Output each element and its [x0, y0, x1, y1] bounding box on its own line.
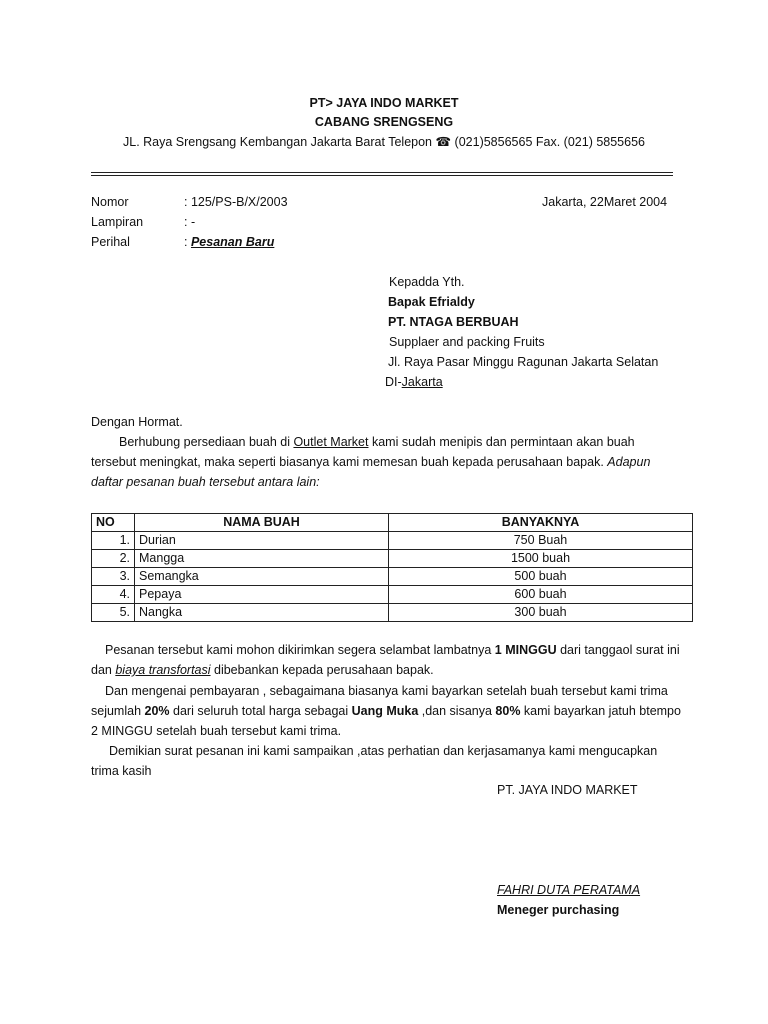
- lampiran-value: : -: [184, 215, 196, 229]
- address-text: JL. Raya Srengsang Kembangan Jakarta Barat Telepon: [123, 135, 432, 149]
- header-qty: BANYAKNYA: [389, 514, 693, 532]
- perihal-colon: :: [184, 235, 188, 249]
- p2-text-a: Pesanan tersebut kami mohon dikirimkan segera selambat lambatnya: [105, 643, 495, 657]
- row-name: Pepaya: [135, 586, 389, 604]
- row-name: Mangga: [135, 550, 389, 568]
- p1-outlet-market: Outlet Market: [293, 435, 369, 449]
- nomor-label: Nomor: [91, 195, 129, 209]
- table-row: [92, 550, 693, 568]
- p3-text-d: kami bayarkan jatuh btempo 2 MINGGU setelah buah tersebut kami trima.: [91, 704, 681, 738]
- telephone-icon: ☎: [435, 135, 452, 149]
- city-prefix: DI-: [385, 375, 402, 389]
- p2-text-b: dari tanggaol surat ini dan: [91, 643, 680, 677]
- signer-position: Meneger purchasing: [497, 903, 620, 917]
- p3-remaining-percent: 80%: [495, 704, 521, 718]
- header-no: NO: [92, 514, 135, 532]
- perihal-subject: Pesanan Baru: [190, 235, 275, 249]
- lampiran-label: Lampiran: [91, 215, 144, 229]
- row-no: 5.: [92, 604, 135, 622]
- p3-text-a: Dan mengenai pembayaran , sebagaimana biasanya kami bayarkan setelah buah tersebut kami trima sejumlah: [91, 684, 668, 718]
- p3-text-c: ,dan sisanya: [418, 704, 496, 718]
- p3-down-payment: Uang Muka: [351, 704, 419, 718]
- recipient-business: Supplaer and packing Fruits: [389, 335, 545, 349]
- table-row: [92, 586, 693, 604]
- letterhead-address: [0, 134, 768, 150]
- letterhead-divider-bottom: [91, 175, 673, 176]
- body-paragraph-1: [91, 432, 681, 492]
- letterhead-branch: CABANG SRENGSENG: [314, 115, 454, 129]
- p2-transport-cost: biaya transfortasi: [115, 663, 211, 677]
- signer-name: FAHRI DUTA PERATAMA: [497, 883, 641, 897]
- perihal-value: [184, 234, 274, 250]
- p1-text-b: kami sudah menipis dan permintaan akan buah tersebut meningkat, maka seperti biasanya kami memesan buah kepada perusahaan bapak.: [91, 435, 635, 469]
- p1-italic: Adapun daftar pesanan buah tersebut antara lain:: [91, 455, 651, 489]
- header-name: NAMA BUAH: [135, 514, 389, 532]
- row-name: Durian: [135, 532, 389, 550]
- p2-text-c: dibebankan kepada perusahaan bapak.: [210, 663, 434, 677]
- sender-company: PT. JAYA INDO MARKET: [497, 783, 638, 797]
- salutation: Dengan Hormat.: [91, 415, 183, 429]
- city-name: Jakarta: [401, 375, 443, 389]
- recipient-city: [385, 374, 443, 390]
- row-no: 3.: [92, 568, 135, 586]
- table-row: [92, 532, 693, 550]
- recipient-company: PT. NTAGA BERBUAH: [388, 315, 519, 329]
- table-row: [92, 604, 693, 622]
- letter-date: Jakarta, 22Maret 2004: [542, 195, 668, 209]
- letterhead-company: PT> JAYA INDO MARKET: [309, 96, 459, 110]
- body-paragraph-2: [91, 640, 687, 680]
- row-no: 1.: [92, 532, 135, 550]
- row-name: Nangka: [135, 604, 389, 622]
- row-qty: 500 buah: [389, 568, 693, 586]
- p4-text: Demikian surat pesanan ini kami sampaikan ,atas perhatian dan kerjasamanya kami mengucapkan trima kasih: [91, 744, 658, 778]
- p3-text-b: dari seluruh total harga sebagai: [169, 704, 352, 718]
- row-name: Semangka: [135, 568, 389, 586]
- phone-number: (021)5856565 Fax.: [454, 135, 561, 149]
- body-paragraph-4: [91, 741, 687, 781]
- row-qty: 600 buah: [389, 586, 693, 604]
- recipient-address: Jl. Raya Pasar Minggu Ragunan Jakarta Selatan: [388, 355, 659, 369]
- row-no: 2.: [92, 550, 135, 568]
- p1-text-a: Berhubung persediaan buah di: [119, 435, 294, 449]
- body-paragraph-3: [91, 681, 687, 741]
- row-qty: 750 Buah: [389, 532, 693, 550]
- row-no: 4.: [92, 586, 135, 604]
- p3-down-payment-percent: 20%: [144, 704, 170, 718]
- row-qty: 300 buah: [389, 604, 693, 622]
- row-qty: 1500 buah: [389, 550, 693, 568]
- letterhead-divider-top: [91, 172, 673, 173]
- order-table: [91, 513, 693, 622]
- p2-deadline: 1 MINGGU: [494, 643, 557, 657]
- recipient-greeting: Kepadda Yth.: [389, 275, 465, 289]
- recipient-name: Bapak Efrialdy: [388, 295, 475, 309]
- table-row: [92, 568, 693, 586]
- perihal-label: Perihal: [91, 235, 130, 249]
- table-header-row: [92, 514, 693, 532]
- nomor-value: : 125/PS-B/X/2003: [184, 195, 288, 209]
- fax-number: (021) 5855656: [563, 135, 645, 149]
